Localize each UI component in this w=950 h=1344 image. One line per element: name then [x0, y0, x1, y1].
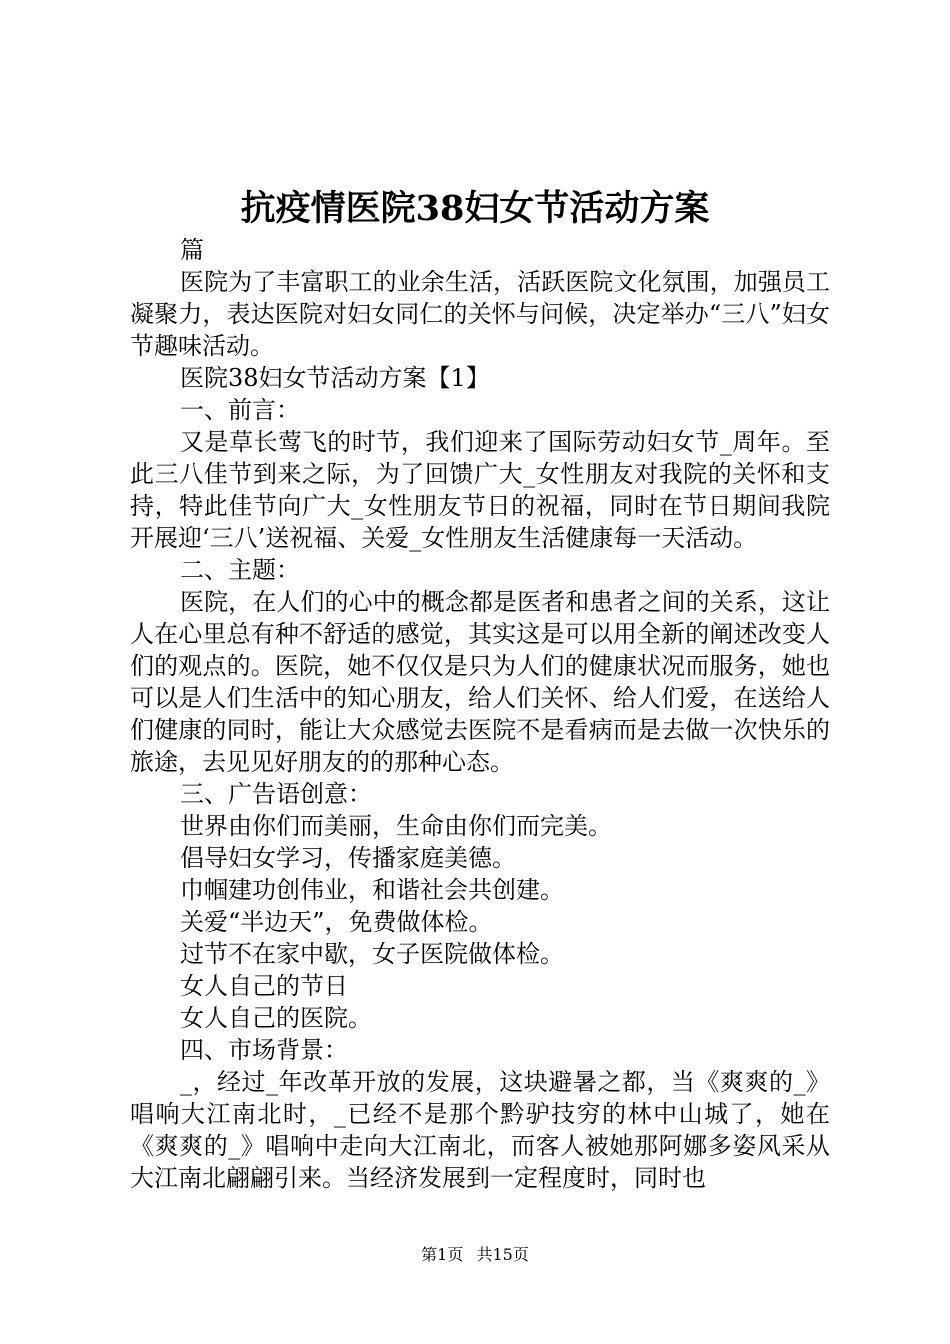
slogan-line: 女人自己的医院。: [180, 1004, 372, 1032]
slogan-line: 世界由你们而美丽，生命由你们而完美。: [180, 812, 612, 840]
paragraph: 又是草长莺飞的时节，我们迎来了国际劳动妇女节_周年。至此三八佳节到来之际，为了回馈广大_女性朋友对我院的关怀和支持，特此佳节向广大_女性朋友节日的祝福，同时在节日期间我院开展迎‘三八’送祝福、关爱_女性朋友生活健康每一天活动。: [130, 428, 830, 552]
document-body: [130, 234, 830, 1194]
page-total: 共15页: [476, 1245, 529, 1264]
section-heading: 四、市场背景：: [180, 1036, 348, 1064]
section-heading: 一、前言：: [180, 396, 300, 424]
slogan-line: 过节不在家中歇，女子医院做体检。: [180, 940, 564, 968]
paragraph: 医院为了丰富职工的业余生活，活跃医院文化氛围，加强员工凝聚力，表达医院对妇女同仁的关怀与问候，决定举办“三八”妇女节趣味活动。: [130, 268, 830, 360]
paragraph: 篇: [180, 236, 204, 264]
slogan-line: 关爱“半边天”，免费做体检。: [180, 908, 493, 936]
page-footer: [0, 1244, 950, 1266]
paragraph: _，经过_年改革开放的发展，这块避暑之都，当《爽爽的_》唱响大江南北时，_已经不是那个黔驴技穷的林中山城了，她在《爽爽的_》唱响中走向大江南北，而客人被她那阿娜多姿风采从大江南北翩翩引来。当经济发展到一定程度时，同时也: [130, 1068, 830, 1192]
section-heading: 三、广告语创意：: [180, 780, 372, 808]
section-heading: 二、主题：: [180, 556, 300, 584]
slogan-line: 女人自己的节日: [180, 972, 348, 1000]
section-heading: 医院38妇女节活动方案【1】: [180, 364, 490, 392]
slogan-line: 倡导妇女学习，传播家庭美德。: [180, 844, 516, 872]
page-number: 第1页: [421, 1245, 464, 1264]
paragraph: 医院，在人们的心中的概念都是医者和患者之间的关系，这让人在心里总有种不舒适的感觉，其实这是可以用全新的阐述改变人们的观点的。医院，她不仅仅是只为人们的健康状况而服务，她也可以是人们生活中的知心朋友，给人们关怀、给人们爱，在送给人们健康的同时，能让大众感觉去医院不是看病而是去做一次快乐的旅途，去见见好朋友的的那种心态。: [130, 588, 830, 776]
slogan-line: 巾帼建功创伟业，和谐社会共创建。: [180, 876, 564, 904]
document-title: 抗疫情医院38妇女节活动方案: [240, 188, 710, 229]
